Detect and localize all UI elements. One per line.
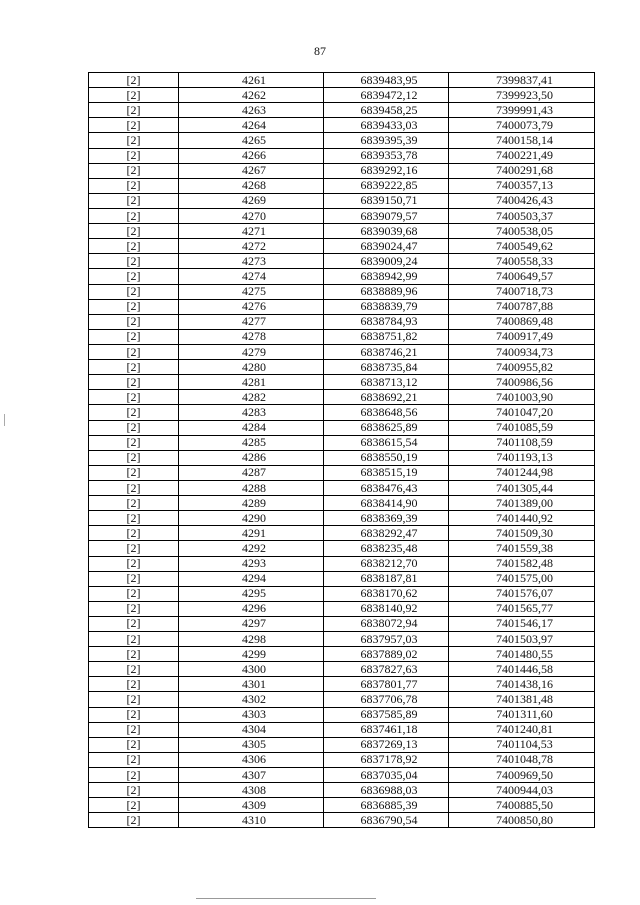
source-ref-cell: [2] <box>89 314 179 329</box>
table-row <box>89 571 595 586</box>
table-row <box>89 752 595 767</box>
source-ref-cell: [2] <box>89 299 179 314</box>
point-number-cell: 4267 <box>179 163 324 178</box>
point-number-cell: 4288 <box>179 480 324 495</box>
x-coordinate-cell: 6839292,16 <box>324 163 449 178</box>
x-coordinate-cell: 6838839,79 <box>324 299 449 314</box>
y-coordinate-cell: 7400850,80 <box>449 813 595 828</box>
y-coordinate-cell: 7400549,62 <box>449 239 595 254</box>
point-number-cell: 4300 <box>179 662 324 677</box>
source-ref-cell: [2] <box>89 737 179 752</box>
table-row <box>89 541 595 556</box>
x-coordinate-cell: 6838942,99 <box>324 269 449 284</box>
y-coordinate-cell: 7400221,49 <box>449 148 595 163</box>
table-row <box>89 601 595 616</box>
point-number-cell: 4270 <box>179 208 324 223</box>
source-ref-cell: [2] <box>89 647 179 662</box>
x-coordinate-cell: 6838414,90 <box>324 496 449 511</box>
y-coordinate-cell: 7400073,79 <box>449 118 595 133</box>
x-coordinate-cell: 6838550,19 <box>324 450 449 465</box>
y-coordinate-cell: 7400955,82 <box>449 360 595 375</box>
point-number-cell: 4281 <box>179 375 324 390</box>
y-coordinate-cell: 7400917,49 <box>449 329 595 344</box>
source-ref-cell: [2] <box>89 586 179 601</box>
point-number-cell: 4295 <box>179 586 324 601</box>
table-row <box>89 722 595 737</box>
source-ref-cell: [2] <box>89 571 179 586</box>
x-coordinate-cell: 6838187,81 <box>324 571 449 586</box>
source-ref-cell: [2] <box>89 344 179 359</box>
x-coordinate-cell: 6838648,56 <box>324 405 449 420</box>
y-coordinate-cell: 7401381,48 <box>449 692 595 707</box>
x-coordinate-cell: 6838692,21 <box>324 390 449 405</box>
y-coordinate-cell: 7401389,00 <box>449 496 595 511</box>
source-ref-cell: [2] <box>89 193 179 208</box>
table-row <box>89 299 595 314</box>
y-coordinate-cell: 7401440,92 <box>449 511 595 526</box>
point-number-cell: 4284 <box>179 420 324 435</box>
point-number-cell: 4280 <box>179 360 324 375</box>
table-row <box>89 813 595 828</box>
point-number-cell: 4278 <box>179 329 324 344</box>
x-coordinate-cell: 6839150,71 <box>324 193 449 208</box>
y-coordinate-cell: 7401003,90 <box>449 390 595 405</box>
y-coordinate-cell: 7400558,33 <box>449 254 595 269</box>
point-number-cell: 4264 <box>179 118 324 133</box>
source-ref-cell: [2] <box>89 360 179 375</box>
point-number-cell: 4266 <box>179 148 324 163</box>
point-number-cell: 4290 <box>179 511 324 526</box>
table-row <box>89 208 595 223</box>
y-coordinate-cell: 7401047,20 <box>449 405 595 420</box>
source-ref-cell: [2] <box>89 375 179 390</box>
point-number-cell: 4274 <box>179 269 324 284</box>
source-ref-cell: [2] <box>89 390 179 405</box>
x-coordinate-cell: 6839472,12 <box>324 88 449 103</box>
x-coordinate-cell: 6838713,12 <box>324 375 449 390</box>
x-coordinate-cell: 6839024,47 <box>324 239 449 254</box>
x-coordinate-cell: 6837035,04 <box>324 768 449 783</box>
y-coordinate-cell: 7401104,53 <box>449 737 595 752</box>
y-coordinate-cell: 7401311,60 <box>449 707 595 722</box>
y-coordinate-cell: 7400885,50 <box>449 798 595 813</box>
table-row <box>89 344 595 359</box>
table-row <box>89 193 595 208</box>
table-row <box>89 314 595 329</box>
table-row <box>89 163 595 178</box>
point-number-cell: 4309 <box>179 798 324 813</box>
x-coordinate-cell: 6838889,96 <box>324 284 449 299</box>
table-row <box>89 329 595 344</box>
y-coordinate-cell: 7400969,50 <box>449 768 595 783</box>
table-row <box>89 254 595 269</box>
source-ref-cell: [2] <box>89 752 179 767</box>
x-coordinate-cell: 6837461,18 <box>324 722 449 737</box>
x-coordinate-cell: 6837178,92 <box>324 752 449 767</box>
x-coordinate-cell: 6838140,92 <box>324 601 449 616</box>
y-coordinate-cell: 7401048,78 <box>449 752 595 767</box>
table-row <box>89 647 595 662</box>
y-coordinate-cell: 7399991,43 <box>449 103 595 118</box>
table-row <box>89 692 595 707</box>
y-coordinate-cell: 7400158,14 <box>449 133 595 148</box>
y-coordinate-cell: 7401559,38 <box>449 541 595 556</box>
table-row <box>89 677 595 692</box>
source-ref-cell: [2] <box>89 480 179 495</box>
x-coordinate-cell: 6837801,77 <box>324 677 449 692</box>
table-row <box>89 798 595 813</box>
source-ref-cell: [2] <box>89 329 179 344</box>
point-number-cell: 4310 <box>179 813 324 828</box>
x-coordinate-cell: 6838751,82 <box>324 329 449 344</box>
x-coordinate-cell: 6837706,78 <box>324 692 449 707</box>
point-number-cell: 4303 <box>179 707 324 722</box>
table-row <box>89 450 595 465</box>
source-ref-cell: [2] <box>89 420 179 435</box>
x-coordinate-cell: 6838784,93 <box>324 314 449 329</box>
source-ref-cell: [2] <box>89 284 179 299</box>
x-coordinate-cell: 6839395,39 <box>324 133 449 148</box>
table-row <box>89 616 595 631</box>
source-ref-cell: [2] <box>89 224 179 239</box>
source-ref-cell: [2] <box>89 435 179 450</box>
source-ref-cell: [2] <box>89 73 179 88</box>
source-ref-cell: [2] <box>89 707 179 722</box>
table-row <box>89 496 595 511</box>
point-number-cell: 4271 <box>179 224 324 239</box>
point-number-cell: 4301 <box>179 677 324 692</box>
x-coordinate-cell: 6838515,19 <box>324 465 449 480</box>
source-ref-cell: [2] <box>89 465 179 480</box>
y-coordinate-cell: 7401575,00 <box>449 571 595 586</box>
table-row <box>89 420 595 435</box>
table-row <box>89 783 595 798</box>
y-coordinate-cell: 7401582,48 <box>449 556 595 571</box>
table-row <box>89 465 595 480</box>
source-ref-cell: [2] <box>89 722 179 737</box>
point-number-cell: 4308 <box>179 783 324 798</box>
source-ref-cell: [2] <box>89 768 179 783</box>
x-coordinate-cell: 6839483,95 <box>324 73 449 88</box>
source-ref-cell: [2] <box>89 677 179 692</box>
x-coordinate-cell: 6838615,54 <box>324 435 449 450</box>
point-number-cell: 4306 <box>179 752 324 767</box>
y-coordinate-cell: 7401503,97 <box>449 632 595 647</box>
point-number-cell: 4276 <box>179 299 324 314</box>
table-row <box>89 632 595 647</box>
x-coordinate-cell: 6836988,03 <box>324 783 449 798</box>
y-coordinate-cell: 7400538,05 <box>449 224 595 239</box>
source-ref-cell: [2] <box>89 556 179 571</box>
y-coordinate-cell: 7401240,81 <box>449 722 595 737</box>
table-row <box>89 178 595 193</box>
source-ref-cell: [2] <box>89 239 179 254</box>
y-coordinate-cell: 7401565,77 <box>449 601 595 616</box>
y-coordinate-cell: 7401108,59 <box>449 435 595 450</box>
margin-mark <box>4 414 5 426</box>
coordinates-table <box>88 72 595 828</box>
source-ref-cell: [2] <box>89 662 179 677</box>
point-number-cell: 4292 <box>179 541 324 556</box>
x-coordinate-cell: 6837827,63 <box>324 662 449 677</box>
y-coordinate-cell: 7401085,59 <box>449 420 595 435</box>
point-number-cell: 4268 <box>179 178 324 193</box>
point-number-cell: 4283 <box>179 405 324 420</box>
y-coordinate-cell: 7400426,43 <box>449 193 595 208</box>
x-coordinate-cell: 6838072,94 <box>324 616 449 631</box>
y-coordinate-cell: 7401546,17 <box>449 616 595 631</box>
point-number-cell: 4286 <box>179 450 324 465</box>
x-coordinate-cell: 6836790,54 <box>324 813 449 828</box>
point-number-cell: 4296 <box>179 601 324 616</box>
source-ref-cell: [2] <box>89 783 179 798</box>
y-coordinate-cell: 7401576,07 <box>449 586 595 601</box>
page-number: 87 <box>314 44 326 58</box>
point-number-cell: 4305 <box>179 737 324 752</box>
table-row <box>89 390 595 405</box>
bottom-rule <box>196 898 376 899</box>
point-number-cell: 4261 <box>179 73 324 88</box>
y-coordinate-cell: 7401305,44 <box>449 480 595 495</box>
y-coordinate-cell: 7401446,58 <box>449 662 595 677</box>
x-coordinate-cell: 6838235,48 <box>324 541 449 556</box>
source-ref-cell: [2] <box>89 254 179 269</box>
source-ref-cell: [2] <box>89 526 179 541</box>
point-number-cell: 4294 <box>179 571 324 586</box>
x-coordinate-cell: 6837269,13 <box>324 737 449 752</box>
table-row <box>89 480 595 495</box>
x-coordinate-cell: 6839039,68 <box>324 224 449 239</box>
table-row <box>89 103 595 118</box>
point-number-cell: 4304 <box>179 722 324 737</box>
source-ref-cell: [2] <box>89 103 179 118</box>
table-row <box>89 224 595 239</box>
y-coordinate-cell: 7400503,37 <box>449 208 595 223</box>
source-ref-cell: [2] <box>89 88 179 103</box>
table-row <box>89 88 595 103</box>
y-coordinate-cell: 7400291,68 <box>449 163 595 178</box>
source-ref-cell: [2] <box>89 178 179 193</box>
table-row <box>89 239 595 254</box>
y-coordinate-cell: 7400787,88 <box>449 299 595 314</box>
x-coordinate-cell: 6838735,84 <box>324 360 449 375</box>
point-number-cell: 4272 <box>179 239 324 254</box>
point-number-cell: 4291 <box>179 526 324 541</box>
table-row <box>89 526 595 541</box>
y-coordinate-cell: 7401480,55 <box>449 647 595 662</box>
y-coordinate-cell: 7401193,13 <box>449 450 595 465</box>
x-coordinate-cell: 6838292,47 <box>324 526 449 541</box>
source-ref-cell: [2] <box>89 692 179 707</box>
point-number-cell: 4302 <box>179 692 324 707</box>
y-coordinate-cell: 7400357,13 <box>449 178 595 193</box>
source-ref-cell: [2] <box>89 133 179 148</box>
y-coordinate-cell: 7401438,16 <box>449 677 595 692</box>
point-number-cell: 4299 <box>179 647 324 662</box>
table-row <box>89 556 595 571</box>
source-ref-cell: [2] <box>89 148 179 163</box>
point-number-cell: 4279 <box>179 344 324 359</box>
x-coordinate-cell: 6838212,70 <box>324 556 449 571</box>
source-ref-cell: [2] <box>89 163 179 178</box>
y-coordinate-cell: 7400934,73 <box>449 344 595 359</box>
point-number-cell: 4262 <box>179 88 324 103</box>
table-row <box>89 360 595 375</box>
source-ref-cell: [2] <box>89 496 179 511</box>
y-coordinate-cell: 7400944,03 <box>449 783 595 798</box>
table-row <box>89 269 595 284</box>
source-ref-cell: [2] <box>89 541 179 556</box>
point-number-cell: 4287 <box>179 465 324 480</box>
x-coordinate-cell: 6837889,02 <box>324 647 449 662</box>
source-ref-cell: [2] <box>89 405 179 420</box>
point-number-cell: 4289 <box>179 496 324 511</box>
point-number-cell: 4273 <box>179 254 324 269</box>
table-row <box>89 586 595 601</box>
y-coordinate-cell: 7399837,41 <box>449 73 595 88</box>
y-coordinate-cell: 7401509,30 <box>449 526 595 541</box>
table-row <box>89 662 595 677</box>
point-number-cell: 4263 <box>179 103 324 118</box>
table-row <box>89 375 595 390</box>
point-number-cell: 4277 <box>179 314 324 329</box>
source-ref-cell: [2] <box>89 601 179 616</box>
source-ref-cell: [2] <box>89 616 179 631</box>
source-ref-cell: [2] <box>89 798 179 813</box>
table-row <box>89 435 595 450</box>
source-ref-cell: [2] <box>89 269 179 284</box>
coordinates-table-body <box>89 73 595 828</box>
x-coordinate-cell: 6837957,03 <box>324 632 449 647</box>
table-row <box>89 73 595 88</box>
x-coordinate-cell: 6839222,85 <box>324 178 449 193</box>
point-number-cell: 4298 <box>179 632 324 647</box>
table-row <box>89 737 595 752</box>
x-coordinate-cell: 6839009,24 <box>324 254 449 269</box>
x-coordinate-cell: 6838746,21 <box>324 344 449 359</box>
x-coordinate-cell: 6839433,03 <box>324 118 449 133</box>
table-row <box>89 405 595 420</box>
table-row <box>89 284 595 299</box>
point-number-cell: 4297 <box>179 616 324 631</box>
x-coordinate-cell: 6838476,43 <box>324 480 449 495</box>
y-coordinate-cell: 7400869,48 <box>449 314 595 329</box>
point-number-cell: 4307 <box>179 768 324 783</box>
x-coordinate-cell: 6838369,39 <box>324 511 449 526</box>
table-row <box>89 133 595 148</box>
y-coordinate-cell: 7400649,57 <box>449 269 595 284</box>
x-coordinate-cell: 6837585,89 <box>324 707 449 722</box>
table-row <box>89 768 595 783</box>
x-coordinate-cell: 6839458,25 <box>324 103 449 118</box>
source-ref-cell: [2] <box>89 450 179 465</box>
table-row <box>89 148 595 163</box>
x-coordinate-cell: 6838625,89 <box>324 420 449 435</box>
point-number-cell: 4285 <box>179 435 324 450</box>
y-coordinate-cell: 7399923,50 <box>449 88 595 103</box>
point-number-cell: 4282 <box>179 390 324 405</box>
source-ref-cell: [2] <box>89 813 179 828</box>
source-ref-cell: [2] <box>89 632 179 647</box>
source-ref-cell: [2] <box>89 511 179 526</box>
x-coordinate-cell: 6836885,39 <box>324 798 449 813</box>
point-number-cell: 4265 <box>179 133 324 148</box>
y-coordinate-cell: 7400718,73 <box>449 284 595 299</box>
table-row <box>89 707 595 722</box>
source-ref-cell: [2] <box>89 118 179 133</box>
point-number-cell: 4269 <box>179 193 324 208</box>
y-coordinate-cell: 7401244,98 <box>449 465 595 480</box>
point-number-cell: 4275 <box>179 284 324 299</box>
table-row <box>89 511 595 526</box>
source-ref-cell: [2] <box>89 208 179 223</box>
x-coordinate-cell: 6839079,57 <box>324 208 449 223</box>
table-row <box>89 118 595 133</box>
y-coordinate-cell: 7400986,56 <box>449 375 595 390</box>
x-coordinate-cell: 6838170,62 <box>324 586 449 601</box>
x-coordinate-cell: 6839353,78 <box>324 148 449 163</box>
point-number-cell: 4293 <box>179 556 324 571</box>
